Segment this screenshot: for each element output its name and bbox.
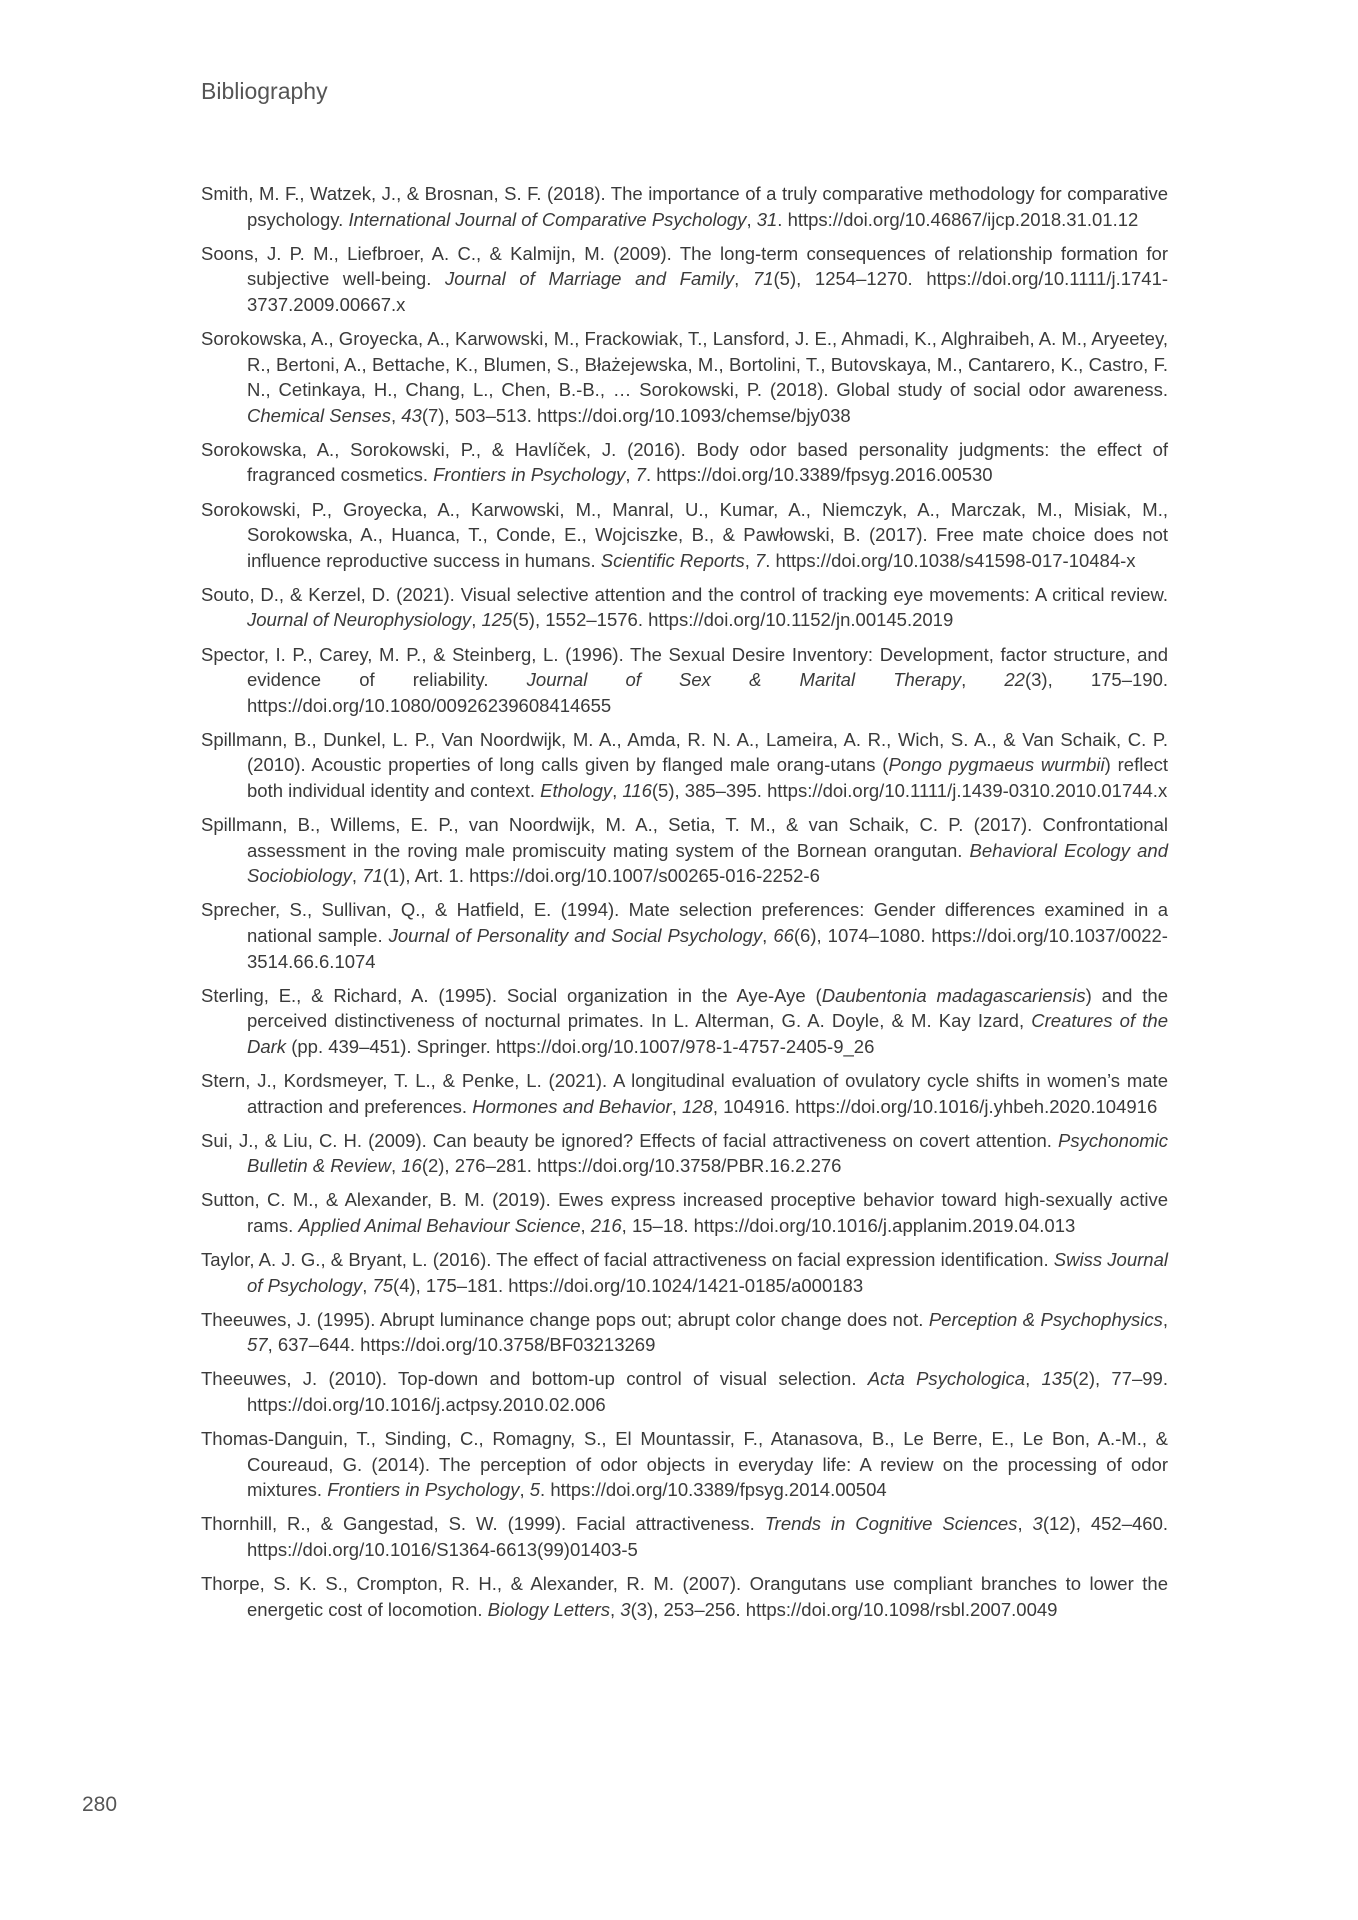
reference-text: Theeuwes, J. (1995). Abrupt luminance change pops out; abrupt color change does not. [201,1308,929,1330]
reference-text: (1), Art. 1. https://doi.org/10.1007/s00265-016-2252-6 [382,865,820,887]
reference-entry [201,1187,1168,1238]
reference-entry [201,1068,1168,1119]
reference-text: , [519,1479,530,1501]
reference-text: , 104916. https://doi.org/10.1016/j.yhbeh.2020.104916 [712,1095,1158,1117]
reference-entry [201,1128,1168,1179]
reference-entry [201,1571,1168,1622]
reference-italic-text: Applied Animal Behaviour Science [298,1214,581,1236]
reference-text: (4), 175–181. https://doi.org/10.1024/1421-0185/a000183 [393,1274,864,1296]
reference-text: (2), 77–99. https://doi.org/10.1016/j.actpsy.2010.02.006 [247,1368,1168,1415]
reference-text: , [762,924,774,946]
reference-text: (5), 385–395. https://doi.org/10.1111/j.1439-0310.2010.01744.x [651,779,1168,801]
reference-text: Sorokowska, A., Sorokowski, P., & Havlíček, J. (2016). Body odor based personality judgments: the effect of fragranced cosmetics. [201,438,1168,486]
reference-text: , [734,268,753,290]
reference-text: (2), 276–281. https://doi.org/10.3758/PBR.16.2.276 [421,1155,842,1177]
reference-italic-text: Biology Letters [487,1598,611,1620]
reference-text: (3), 253–256. https://doi.org/10.1098/rsbl.2007.0049 [630,1598,1058,1620]
reference-text: Stern, J., Kordsmeyer, T. L., & Penke, L. (2021). A longitudinal evaluation of ovulatory cycle shifts in women’s mate attraction and preferences. [201,1069,1168,1117]
reference-text: , [390,404,402,426]
reference-text: , [625,464,636,486]
reference-italic-text: Journal of Sex & Marital Therapy [526,669,962,691]
reference-italic-text: 57 [247,1334,268,1356]
reference-italic-text: 3 [1032,1513,1043,1535]
reference-text: , [746,208,757,230]
reference-entry [201,1511,1168,1562]
reference-text: , [744,549,755,571]
reference-italic-text: Swiss Journal of Psychology [247,1248,1168,1296]
reference-italic-text: Frontiers in Psychology [327,1479,520,1501]
reference-italic-text: Acta Psychologica [867,1368,1026,1390]
reference-entry [201,812,1168,889]
reference-italic-text: Perception & Psychophysics [928,1308,1163,1330]
reference-text: , [351,865,363,887]
reference-text: , [1025,1368,1042,1390]
reference-italic-text: Psychonomic Bulletin & Review [247,1129,1168,1177]
reference-text: , [580,1214,591,1236]
reference-italic-text: Ethology [540,779,613,801]
reference-italic-text: 116 [622,779,652,801]
reference-text: Spector, I. P., Carey, M. P., & Steinberg, L. (1996). The Sexual Desire Inventory: Development, factor structure, and evidence of reliability. [201,643,1168,691]
bibliography-list [201,181,1168,1631]
reference-text: Sui, J., & Liu, C. H. (2009). Can beauty be ignored? Effects of facial attractiveness on covert attention. [201,1129,1058,1151]
reference-entry [201,582,1168,633]
reference-text: . https://doi.org/10.46867/ijcp.2018.31.01.12 [777,208,1139,230]
reference-italic-text: Hormones and Behavior [472,1095,672,1117]
reference-entry [201,326,1168,428]
reference-text: . https://doi.org/10.3389/fpsyg.2014.00504 [540,1479,887,1501]
reference-italic-text: 125 [481,609,513,631]
reference-entry [201,1366,1168,1417]
reference-text: Smith, M. F., Watzek, J., & Brosnan, S. F. (2018). The importance of a truly comparative methodology for comparative psychology. [201,183,1168,230]
reference-text: Sorokowska, A., Groyecka, A., Karwowski, M., Frackowiak, T., Lansford, J. E., Ahmadi, K., Alghraibeh, A. M., Aryeetey, R., Bertoni, A., Bettache, K., Blumen, S., Błażejewska, M., Bortolini, T., Butovskaya, M., Cantarero, K., Castro, F. N., Cetinkaya, H., Chang, L., Chen, B.-B., … Sorokowski, P. (2018). Global study of social odor awareness. [201,327,1168,401]
reference-text: , [1017,1513,1033,1535]
reference-italic-text: 128 [682,1095,713,1117]
reference-italic-text: Frontiers in Psychology [433,464,626,486]
reference-italic-text: 75 [372,1274,394,1296]
reference-italic-text: 3 [620,1598,631,1620]
reference-italic-text: 43 [401,404,422,426]
reference-italic-text: 66 [773,924,794,946]
reference-text: Soons, J. P. M., Liefbroer, A. C., & Kalmijn, M. (2009). The long-term consequences of relationship formation for subjective well-being. [201,242,1168,290]
reference-text: , [1162,1308,1168,1330]
reference-text: Thomas-Danguin, T., Sinding, C., Romagny, S., El Mountassir, F., Atanasova, B., Le Berre, E., Le Bon, A.-M., & Coureaud, G. (2014). The perception of odor objects in everyday life: A review on the processing of odor mixtures. [201,1428,1168,1501]
reference-text: Thornhill, R., & Gangestad, S. W. (1999). Facial attractiveness. [201,1513,765,1535]
reference-text: , [471,609,482,631]
reference-text: , 15–18. https://doi.org/10.1016/j.applanim.2019.04.013 [621,1214,1076,1236]
reference-text: (6), 1074–1080. https://doi.org/10.1037/0022-3514.66.6.1074 [247,924,1168,972]
reference-italic-text: 71 [752,268,774,290]
reference-text: , [961,669,1005,691]
reference-entry [201,642,1168,719]
reference-italic-text: Scientific Reports [600,549,745,571]
reference-text: Sprecher, S., Sullivan, Q., & Hatfield, E. (1994). Mate selection preferences: Gender differences examined in a national sample. [201,899,1168,946]
reference-italic-text: International Journal of Comparative Psychology [348,208,747,230]
reference-text: Sutton, C. M., & Alexander, B. M. (2019). Ewes express increased proceptive behavior toward high-sexually active rams. [201,1189,1168,1236]
reference-italic-text: Behavioral Ecology and Sociobiology [247,839,1168,887]
reference-italic-text: 31 [756,208,778,230]
reference-text: , [362,1274,373,1296]
reference-italic-text: 7 [635,464,646,486]
reference-text: (7), 503–513. https://doi.org/10.1093/chemse/bjy038 [421,404,851,426]
reference-entry [201,897,1168,974]
reference-text: Sterling, E., & Richard, A. (1995). Social organization in the Aye-Aye ( [201,984,822,1006]
reference-italic-text: Pongo pygmaeus wurmbii [888,754,1105,776]
reference-entry [201,1307,1168,1358]
reference-entry [201,181,1168,232]
reference-text: ) and the perceived distinctiveness of nocturnal primates. In L. Alterman, G. A. Doyle, & M. Kay Izard, [247,984,1168,1032]
reference-text: , [390,1155,402,1177]
reference-italic-text: 216 [590,1214,622,1236]
reference-italic-text: 22 [1004,669,1025,691]
reference-text: , [671,1095,682,1117]
reference-italic-text: Journal of Marriage and Family [445,268,735,290]
reference-text: Thorpe, S. K. S., Crompton, R. H., & Alexander, R. M. (2007). Orangutans use compliant branches to lower the energetic cost of locomotion. [201,1573,1168,1620]
reference-text: , [612,779,623,801]
reference-entry [201,437,1168,488]
reference-text: , 637–644. https://doi.org/10.3758/BF03213269 [267,1334,656,1356]
reference-text: Taylor, A. J. G., & Bryant, L. (2016). The effect of facial attractiveness on facial expression identification. [201,1248,1054,1270]
reference-entry [201,1426,1168,1503]
reference-entry [201,983,1168,1060]
reference-text: ) reflect both individual identity and context. [247,754,1168,801]
reference-text: (pp. 439–451). Springer. https://doi.org/10.1007/978-1-4757-2405-9_26 [286,1035,875,1057]
reference-text: . https://doi.org/10.1038/s41598-017-10484-x [765,549,1136,571]
reference-entry [201,1247,1168,1298]
reference-text: Spillmann, B., Willems, E. P., van Noordwijk, M. A., Setia, T. M., & van Schaik, C. P. (2017). Confrontational assessment in the roving male promiscuity mating system of the Bornean orangutan. [201,814,1168,861]
reference-text: (12), 452–460. https://doi.org/10.1016/S1364-6613(99)01403-5 [247,1513,1169,1560]
reference-italic-text: Chemical Senses [247,404,391,426]
reference-text: (3), 175–190. https://doi.org/10.1080/00926239608414655 [247,669,1169,716]
reference-text: (5), 1552–1576. https://doi.org/10.1152/jn.00145.2019 [512,609,954,631]
reference-italic-text: 135 [1041,1368,1073,1390]
reference-text: , [610,1598,621,1620]
reference-text: Sorokowski, P., Groyecka, A., Karwowski, M., Manral, U., Kumar, A., Niemczyk, A., Marczak, M., Misiak, M., Sorokowska, A., Huanca, T., Conde, E., Wojciszke, B., & Pawłowski, B. (2017). Free mate choice does not influence reproductive success in humans. [201,498,1168,571]
reference-italic-text: Journal of Neurophysiology [247,609,472,631]
reference-italic-text: 71 [362,865,383,887]
running-head-title: Bibliography [201,78,328,104]
reference-text: Theeuwes, J. (2010). Top-down and bottom-up control of visual selection. [201,1368,868,1390]
reference-italic-text: 7 [754,549,766,571]
reference-entry [201,241,1168,318]
reference-text: . https://doi.org/10.3389/fpsyg.2016.00530 [645,464,993,486]
reference-italic-text: Creatures of the Dark [247,1010,1168,1057]
reference-italic-text: Daubentonia madagascariensis [821,984,1086,1006]
page-number: 280 [82,1793,118,1816]
reference-text: Souto, D., & Kerzel, D. (2021). Visual selective attention and the control of tracking eye movements: A critical review. [201,583,1168,605]
reference-entry [201,497,1168,574]
reference-italic-text: Trends in Cognitive Sciences [764,1513,1018,1535]
reference-italic-text: Journal of Personality and Social Psychology [388,924,763,946]
reference-italic-text: 5 [529,1479,541,1501]
reference-entry [201,727,1168,804]
reference-italic-text: 16 [401,1155,422,1177]
reference-text: Spillmann, B., Dunkel, L. P., Van Noordwijk, M. A., Amda, R. N. A., Lameira, A. R., Wich, S. A., & Van Schaik, C. P. (2010). Acoustic properties of long calls given by flanged male orang-utans ( [201,728,1168,776]
reference-text: (5), 1254–1270. https://doi.org/10.1111/j.1741-3737.2009.00667.x [247,268,1169,315]
